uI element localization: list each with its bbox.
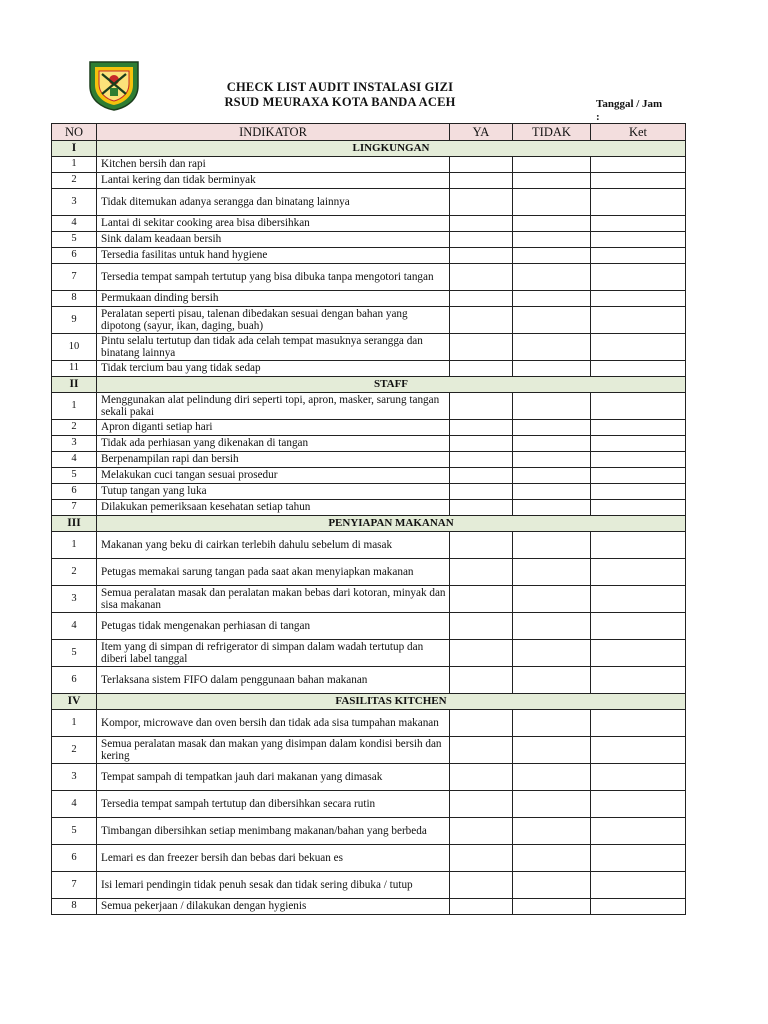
table-row: [52, 899, 686, 915]
item-indikator: Semua peralatan masak dan peralatan makan bebas dari kotoran, minyak dan sisa makanan: [97, 586, 450, 613]
tidak-cell[interactable]: [513, 173, 591, 189]
ket-cell[interactable]: [591, 640, 686, 667]
ket-cell[interactable]: [591, 586, 686, 613]
item-number: 10: [52, 334, 97, 361]
item-indikator: Berpenampilan rapi dan bersih: [97, 452, 450, 468]
table-body: [52, 141, 686, 915]
ket-cell[interactable]: [591, 468, 686, 484]
tidak-cell[interactable]: [513, 613, 591, 640]
ya-cell[interactable]: [450, 710, 513, 737]
ket-cell[interactable]: [591, 484, 686, 500]
ya-cell[interactable]: [450, 452, 513, 468]
table-row: [52, 436, 686, 452]
section-number: IV: [52, 694, 97, 710]
ya-cell[interactable]: [450, 559, 513, 586]
ya-cell[interactable]: [450, 484, 513, 500]
ya-cell[interactable]: [450, 667, 513, 694]
ket-cell[interactable]: [591, 216, 686, 232]
header-no: NO: [52, 124, 97, 141]
item-number: 5: [52, 468, 97, 484]
section-number: III: [52, 516, 97, 532]
header-tidak: TIDAK: [513, 124, 591, 141]
ket-cell[interactable]: [591, 818, 686, 845]
section-title: PENYIAPAN MAKANAN: [97, 516, 686, 532]
table-row: [52, 586, 686, 613]
ya-cell[interactable]: [450, 361, 513, 377]
ket-cell[interactable]: [591, 291, 686, 307]
aceh-crest-icon: [86, 56, 142, 112]
ya-cell[interactable]: [450, 845, 513, 872]
ya-cell[interactable]: [450, 737, 513, 764]
section-header-row: [52, 377, 686, 393]
tidak-cell[interactable]: [513, 737, 591, 764]
table-row: [52, 232, 686, 248]
item-indikator: Lantai kering dan tidak berminyak: [97, 173, 450, 189]
table-row: [52, 667, 686, 694]
title-line-1: CHECK LIST AUDIT INSTALASI GIZI: [226, 80, 454, 94]
title-line-2: RSUD MEURAXA KOTA BANDA ACEH: [224, 95, 456, 109]
ya-cell[interactable]: [450, 468, 513, 484]
item-indikator: Semua peralatan masak dan makan yang disimpan dalam kondisi bersih dan kering: [97, 737, 450, 764]
ket-cell[interactable]: [591, 500, 686, 516]
item-indikator: Menggunakan alat pelindung diri seperti topi, apron, masker, sarung tangan sekali pakai: [97, 393, 450, 420]
item-indikator: Peralatan seperti pisau, talenan dibedakan sesuai dengan bahan yang dipotong (sayur, ikan, daging, buah): [97, 307, 450, 334]
header-ya: YA: [450, 124, 513, 141]
tidak-cell[interactable]: [513, 586, 591, 613]
ket-cell[interactable]: [591, 334, 686, 361]
tidak-cell[interactable]: [513, 334, 591, 361]
item-indikator: Tersedia tempat sampah tertutup dan dibersihkan secara rutin: [97, 791, 450, 818]
item-number: 3: [52, 436, 97, 452]
ya-cell[interactable]: [450, 393, 513, 420]
ket-cell[interactable]: [591, 559, 686, 586]
item-indikator: Isi lemari pendingin tidak penuh sesak dan tidak sering dibuka / tutup: [97, 872, 450, 899]
item-number: 8: [52, 899, 97, 915]
item-indikator: Lantai di sekitar cooking area bisa dibersihkan: [97, 216, 450, 232]
table-row: [52, 393, 686, 420]
item-indikator: Dilakukan pemeriksaan kesehatan setiap tahun: [97, 500, 450, 516]
ket-cell[interactable]: [591, 436, 686, 452]
audit-checklist-table: [51, 123, 686, 915]
item-number: 4: [52, 452, 97, 468]
header-ket: Ket: [591, 124, 686, 141]
ya-cell[interactable]: [450, 248, 513, 264]
ket-cell[interactable]: [591, 899, 686, 915]
tidak-cell[interactable]: [513, 872, 591, 899]
item-number: 8: [52, 291, 97, 307]
tidak-cell[interactable]: [513, 710, 591, 737]
table-row: [52, 559, 686, 586]
date-time-colon: :: [596, 111, 600, 123]
ya-cell[interactable]: [450, 818, 513, 845]
item-indikator: Lemari es dan freezer bersih dan bebas dari bekuan es: [97, 845, 450, 872]
item-indikator: Petugas tidak mengenakan perhiasan di tangan: [97, 613, 450, 640]
tidak-cell[interactable]: [513, 764, 591, 791]
table-row: [52, 845, 686, 872]
item-number: 2: [52, 737, 97, 764]
section-header-row: [52, 141, 686, 157]
item-number: 6: [52, 667, 97, 694]
item-indikator: Timbangan dibersihkan setiap menimbang makanan/bahan yang berbeda: [97, 818, 450, 845]
tidak-cell[interactable]: [513, 899, 591, 915]
section-number: I: [52, 141, 97, 157]
tidak-cell[interactable]: [513, 640, 591, 667]
section-title: FASILITAS KITCHEN: [97, 694, 686, 710]
item-indikator: Kitchen bersih dan rapi: [97, 157, 450, 173]
table-row: [52, 484, 686, 500]
item-indikator: Pintu selalu tertutup dan tidak ada celah tempat masuknya serangga dan binatang lainnya: [97, 334, 450, 361]
ket-cell[interactable]: [591, 710, 686, 737]
item-number: 7: [52, 872, 97, 899]
ket-cell[interactable]: [591, 613, 686, 640]
item-number: 9: [52, 307, 97, 334]
item-number: 1: [52, 532, 97, 559]
item-indikator: Terlaksana sistem FIFO dalam penggunaan bahan makanan: [97, 667, 450, 694]
ya-cell[interactable]: [450, 216, 513, 232]
ya-cell[interactable]: [450, 791, 513, 818]
tidak-cell[interactable]: [513, 361, 591, 377]
tidak-cell[interactable]: [513, 291, 591, 307]
ket-cell[interactable]: [591, 189, 686, 216]
table-row: [52, 737, 686, 764]
ket-cell[interactable]: [591, 173, 686, 189]
ket-cell[interactable]: [591, 420, 686, 436]
table-row: [52, 291, 686, 307]
item-indikator: Tutup tangan yang luka: [97, 484, 450, 500]
item-number: 4: [52, 613, 97, 640]
tidak-cell[interactable]: [513, 500, 591, 516]
item-indikator: Item yang di simpan di refrigerator di simpan dalam wadah tertutup dan diberi label tanggal: [97, 640, 450, 667]
item-indikator: Tersedia fasilitas untuk hand hygiene: [97, 248, 450, 264]
item-number: 6: [52, 845, 97, 872]
tidak-cell[interactable]: [513, 532, 591, 559]
ya-cell[interactable]: [450, 291, 513, 307]
tidak-cell[interactable]: [513, 667, 591, 694]
item-number: 1: [52, 393, 97, 420]
tidak-cell[interactable]: [513, 559, 591, 586]
ya-cell[interactable]: [450, 764, 513, 791]
date-time-label: Tanggal / Jam: [596, 98, 663, 110]
section-header-row: [52, 516, 686, 532]
section-title: STAFF: [97, 377, 686, 393]
ya-cell[interactable]: [450, 872, 513, 899]
table-row: [52, 710, 686, 737]
document-title: [160, 80, 520, 110]
item-indikator: Tidak ditemukan adanya serangga dan binatang lainnya: [97, 189, 450, 216]
ya-cell[interactable]: [450, 264, 513, 291]
ya-cell[interactable]: [450, 436, 513, 452]
ya-cell[interactable]: [450, 307, 513, 334]
ya-cell[interactable]: [450, 232, 513, 248]
header-indikator: INDIKATOR: [97, 124, 450, 141]
tidak-cell[interactable]: [513, 818, 591, 845]
item-indikator: Semua pekerjaan / dilakukan dengan hygienis: [97, 899, 450, 915]
tidak-cell[interactable]: [513, 393, 591, 420]
ket-cell[interactable]: [591, 248, 686, 264]
ket-cell[interactable]: [591, 667, 686, 694]
table-row: [52, 334, 686, 361]
item-number: 7: [52, 264, 97, 291]
item-number: 3: [52, 586, 97, 613]
table-row: [52, 420, 686, 436]
table-row: [52, 307, 686, 334]
item-number: 1: [52, 710, 97, 737]
ya-cell[interactable]: [450, 899, 513, 915]
table-row: [52, 216, 686, 232]
tidak-cell[interactable]: [513, 420, 591, 436]
ket-cell[interactable]: [591, 737, 686, 764]
item-number: 11: [52, 361, 97, 377]
ket-cell[interactable]: [591, 532, 686, 559]
item-number: 1: [52, 157, 97, 173]
ket-cell[interactable]: [591, 393, 686, 420]
ket-cell[interactable]: [591, 872, 686, 899]
item-indikator: Permukaan dinding bersih: [97, 291, 450, 307]
item-indikator: Tersedia tempat sampah tertutup yang bisa dibuka tanpa mengotori tangan: [97, 264, 450, 291]
ya-cell[interactable]: [450, 173, 513, 189]
item-indikator: Sink dalam keadaan bersih: [97, 232, 450, 248]
item-indikator: Tidak tercium bau yang tidak sedap: [97, 361, 450, 377]
ket-cell[interactable]: [591, 845, 686, 872]
ket-cell[interactable]: [591, 307, 686, 334]
item-number: 5: [52, 818, 97, 845]
ket-cell[interactable]: [591, 264, 686, 291]
date-time-field: [596, 98, 662, 124]
tidak-cell[interactable]: [513, 264, 591, 291]
ket-cell[interactable]: [591, 764, 686, 791]
table-row: [52, 157, 686, 173]
section-title: LINGKUNGAN: [97, 141, 686, 157]
ya-cell[interactable]: [450, 640, 513, 667]
ya-cell[interactable]: [450, 532, 513, 559]
tidak-cell[interactable]: [513, 436, 591, 452]
item-number: 6: [52, 484, 97, 500]
table-row: [52, 532, 686, 559]
ya-cell[interactable]: [450, 500, 513, 516]
item-number: 2: [52, 173, 97, 189]
item-number: 3: [52, 189, 97, 216]
item-number: 5: [52, 640, 97, 667]
table-row: [52, 613, 686, 640]
tidak-cell[interactable]: [513, 791, 591, 818]
item-number: 6: [52, 248, 97, 264]
ya-cell[interactable]: [450, 613, 513, 640]
item-indikator: Makanan yang beku di cairkan terlebih dahulu sebelum di masak: [97, 532, 450, 559]
table-row: [52, 361, 686, 377]
table-row: [52, 264, 686, 291]
tidak-cell[interactable]: [513, 307, 591, 334]
table-row: [52, 468, 686, 484]
ya-cell[interactable]: [450, 157, 513, 173]
table-row: [52, 173, 686, 189]
section-header-row: [52, 694, 686, 710]
tidak-cell[interactable]: [513, 157, 591, 173]
item-number: 2: [52, 420, 97, 436]
item-number: 7: [52, 500, 97, 516]
tidak-cell[interactable]: [513, 216, 591, 232]
ya-cell[interactable]: [450, 586, 513, 613]
ket-cell[interactable]: [591, 791, 686, 818]
item-number: 4: [52, 216, 97, 232]
ket-cell[interactable]: [591, 232, 686, 248]
tidak-cell[interactable]: [513, 845, 591, 872]
ya-cell[interactable]: [450, 420, 513, 436]
table-row: [52, 791, 686, 818]
item-indikator: Petugas memakai sarung tangan pada saat akan menyiapkan makanan: [97, 559, 450, 586]
tidak-cell[interactable]: [513, 468, 591, 484]
table-row: [52, 818, 686, 845]
item-indikator: Apron diganti setiap hari: [97, 420, 450, 436]
table-row: [52, 872, 686, 899]
table-row: [52, 640, 686, 667]
ket-cell[interactable]: [591, 452, 686, 468]
tidak-cell[interactable]: [513, 484, 591, 500]
table-header-row: [52, 124, 686, 141]
item-number: 2: [52, 559, 97, 586]
item-indikator: Tempat sampah di tempatkan jauh dari makanan yang dimasak: [97, 764, 450, 791]
item-number: 3: [52, 764, 97, 791]
section-number: II: [52, 377, 97, 393]
table-row: [52, 189, 686, 216]
item-indikator: Kompor, microwave dan oven bersih dan tidak ada sisa tumpahan makanan: [97, 710, 450, 737]
table-row: [52, 248, 686, 264]
ket-cell[interactable]: [591, 157, 686, 173]
tidak-cell[interactable]: [513, 189, 591, 216]
ya-cell[interactable]: [450, 189, 513, 216]
item-number: 4: [52, 791, 97, 818]
table-row: [52, 764, 686, 791]
ya-cell[interactable]: [450, 334, 513, 361]
tidak-cell[interactable]: [513, 248, 591, 264]
table-row: [52, 500, 686, 516]
ket-cell[interactable]: [591, 361, 686, 377]
item-indikator: Melakukan cuci tangan sesuai prosedur: [97, 468, 450, 484]
item-indikator: Tidak ada perhiasan yang dikenakan di tangan: [97, 436, 450, 452]
tidak-cell[interactable]: [513, 232, 591, 248]
table-row: [52, 452, 686, 468]
tidak-cell[interactable]: [513, 452, 591, 468]
item-number: 5: [52, 232, 97, 248]
